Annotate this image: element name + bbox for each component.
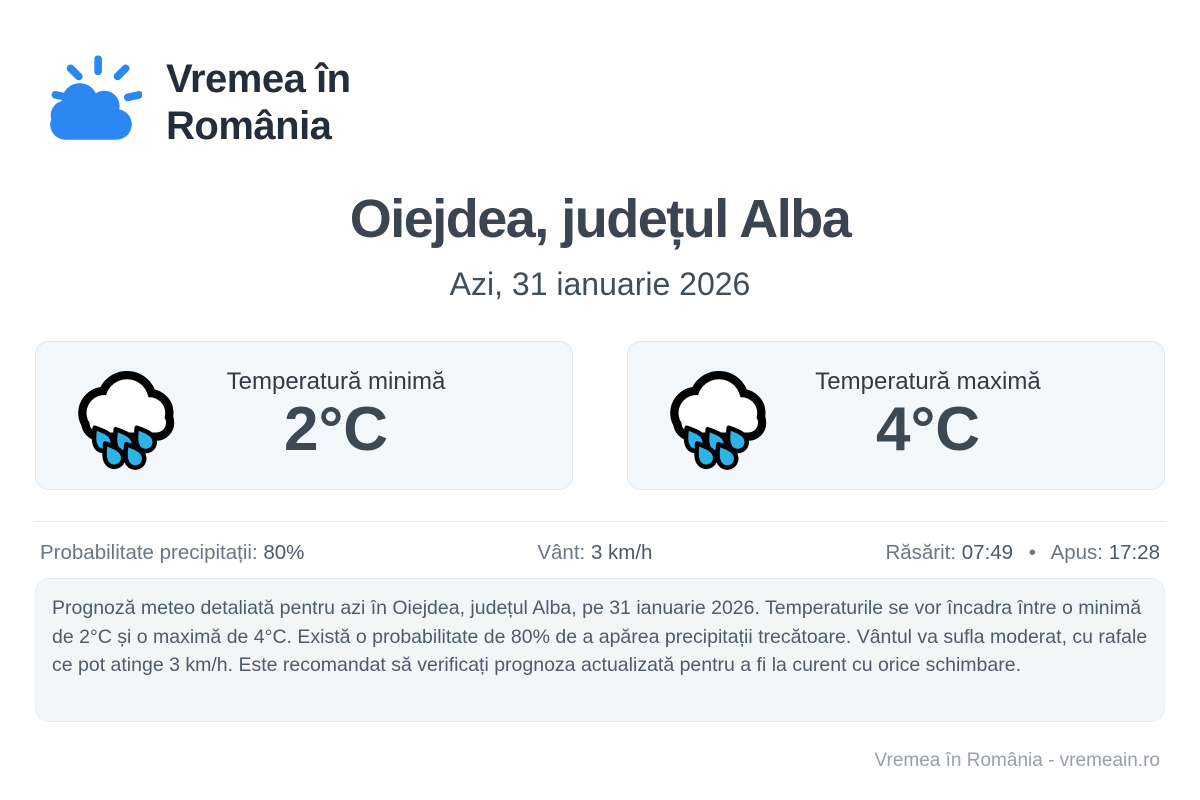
- footer-credit: Vremea în România - vremeain.ro: [874, 750, 1160, 771]
- rain-cloud-icon: [662, 362, 770, 470]
- max-temperature-value: 4°C: [875, 395, 981, 465]
- wind-stat: [537, 541, 652, 565]
- precipitation-stat: [40, 541, 304, 565]
- min-temperature-text: [178, 368, 572, 465]
- wind-value: 3 km/h: [590, 541, 653, 564]
- min-temperature-card: [35, 341, 573, 490]
- forecast-description: Prognoză meteo detaliată pentru azi în Oiejdea, județul Alba, pe 31 ianuarie 2026. Temperaturile se vor încadra între o minimă de 2°C și o maximă de 4°C. Există o probabilitate de 80% de a apărea precipitații trecătoare. Vântul va sufla moderat, cu rafale ce pot atinge 3 km/h. Este recomandat să verificați prognoza actualizată pentru a fi la curent cu orice schimbare.: [35, 578, 1165, 722]
- sunrise-value: 07:49: [961, 541, 1014, 564]
- sunset-value: 17:28: [1108, 541, 1160, 564]
- rain-cloud-icon: [70, 362, 178, 470]
- page-title: Oiejdea, județul Alba: [349, 189, 851, 249]
- page-subtitle: Azi, 31 ianuarie 2026: [449, 266, 751, 302]
- temperature-cards: [35, 341, 1165, 490]
- app-logo[interactable]: [40, 52, 351, 154]
- bullet-separator: •: [1028, 541, 1036, 564]
- sun-behind-cloud-icon: [40, 52, 142, 154]
- max-temperature-text: [770, 368, 1164, 465]
- min-temperature-value: 2°C: [283, 395, 389, 465]
- wind-label: Vânt:: [537, 541, 586, 564]
- sun-times-stat: [885, 541, 1160, 565]
- min-temperature-label: Temperatură minimă: [226, 368, 446, 396]
- precipitation-label: Probabilitate precipitații:: [40, 541, 258, 564]
- max-temperature-label: Temperatură maximă: [815, 368, 1041, 396]
- precipitation-value: 80%: [263, 541, 305, 564]
- max-temperature-card: [627, 341, 1165, 490]
- sunset-label: Apus:: [1050, 541, 1103, 564]
- logo-text: [166, 56, 351, 150]
- logo-line-2: România: [166, 104, 332, 148]
- logo-line-1: Vremea în: [166, 57, 351, 101]
- stats-row: [35, 521, 1165, 565]
- sunrise-label: Răsărit:: [885, 541, 957, 564]
